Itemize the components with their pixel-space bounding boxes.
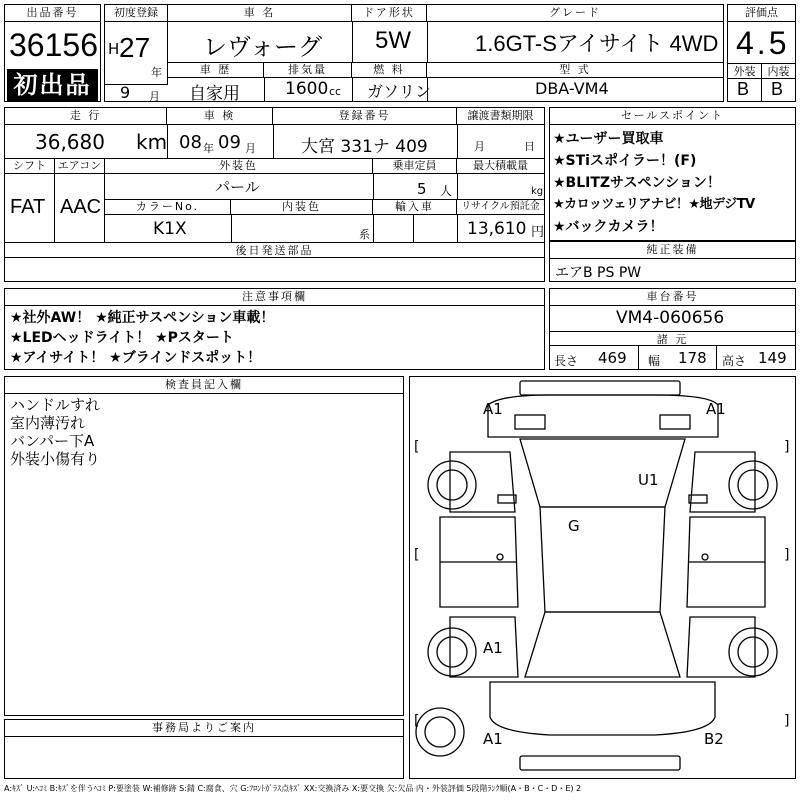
caution-list xyxy=(10,308,274,368)
inspection-label: 車 検 xyxy=(167,108,273,125)
wheel-front-right xyxy=(729,461,777,509)
rating-label: 評価点 xyxy=(728,5,795,22)
mileage: 36,680 xyxy=(35,130,105,154)
handle xyxy=(702,554,708,560)
wheel-rear-right-inner xyxy=(738,637,768,667)
transfer-label: 譲渡書類期限 xyxy=(457,108,544,125)
divider xyxy=(413,215,414,242)
office-box xyxy=(4,719,404,779)
divider xyxy=(105,84,168,85)
car-diagram xyxy=(410,377,795,778)
color-no-label: カラーNo. xyxy=(105,199,231,215)
shift: FAT xyxy=(10,196,46,218)
wheel-rear-left-inner xyxy=(437,637,467,667)
header-grid xyxy=(104,4,724,102)
model: DBA-VM4 xyxy=(535,79,609,98)
divider xyxy=(264,78,265,101)
divider xyxy=(373,174,374,199)
load-label: 最大積載量 xyxy=(457,158,544,174)
later-parts-label: 後日発送部品 xyxy=(5,242,544,258)
spare-wheel-inner xyxy=(425,717,455,747)
ac-label: エアコン xyxy=(55,158,105,174)
plate: 大宮 331ナ 409 xyxy=(301,137,428,157)
caution-label: 注意事項欄 xyxy=(5,289,544,306)
divider xyxy=(352,78,353,101)
ac: AAC xyxy=(60,196,102,218)
chassis-label: 車台番号 xyxy=(550,289,795,306)
sales-point: ★カロッツェリアナビ！★地デジTV xyxy=(553,197,755,212)
bracket-left-top: [ xyxy=(414,439,420,455)
year: 27 xyxy=(119,32,151,63)
bracket-left-low: [ xyxy=(414,713,420,729)
length-label: 長さ xyxy=(554,354,579,368)
model-label: 型 式 xyxy=(427,62,723,78)
inspection-year-unit: 年 xyxy=(203,142,214,155)
hood xyxy=(488,395,718,437)
inspector-note: 外装小傷有り xyxy=(10,450,101,468)
mark-front-left: A1 xyxy=(483,400,503,418)
caution-box xyxy=(4,288,545,370)
divider xyxy=(373,215,374,242)
inspection-month: 09 xyxy=(218,132,241,153)
door-label: ドア形状 xyxy=(352,5,427,22)
sales-points xyxy=(549,107,796,241)
width: 178 xyxy=(678,349,707,367)
month-unit: 月 xyxy=(149,90,160,103)
fuel-label: 燃 料 xyxy=(352,62,427,78)
color-label: 外装色 xyxy=(105,158,373,174)
standard-equipment xyxy=(549,241,796,282)
width-label: 幅 xyxy=(648,354,661,368)
caution-line: ★LEDヘッドライト！ ★Pスタート xyxy=(10,330,234,346)
rear-window xyxy=(525,612,680,677)
recycle-unit: 円 xyxy=(531,225,545,240)
history: 自家用 xyxy=(189,84,240,104)
sales-point: ★バックカメラ！ xyxy=(553,219,664,235)
wheel-front-right-inner xyxy=(738,470,768,500)
lot-number: 36156 xyxy=(9,27,98,63)
sales-point: ★ユーザー買取車 xyxy=(553,131,664,147)
first-reg-cell xyxy=(105,22,168,84)
shift-cell xyxy=(5,174,55,242)
inspection-month-unit: 月 xyxy=(245,142,256,155)
exterior-label: 外装 xyxy=(728,63,761,79)
car-name-label: 車 名 xyxy=(168,5,352,22)
spec-label: 諸 元 xyxy=(550,331,795,346)
wheel-front-left xyxy=(428,461,476,509)
sales-point: ★BLITZサスペンション！ xyxy=(553,175,721,191)
displacement-label: 排気量 xyxy=(264,62,352,78)
car-name: レヴォーグ xyxy=(203,34,323,61)
rear-bumper xyxy=(520,756,680,770)
grade: 1.6GT-Sアイサイト 4WD xyxy=(475,31,719,56)
divider xyxy=(457,174,458,199)
length: 469 xyxy=(598,349,627,367)
standard-equipment-value: エアB PS PW xyxy=(555,265,642,281)
wheel-rear-right xyxy=(729,628,777,676)
windshield xyxy=(520,439,685,507)
spare-wheel xyxy=(416,708,464,756)
roof xyxy=(540,507,665,612)
first-reg-label: 初度登録 xyxy=(105,5,168,22)
headlight-right xyxy=(660,415,690,429)
era: H xyxy=(108,40,120,58)
front-bumper xyxy=(520,381,680,395)
chassis-number: VM4-060656 xyxy=(616,308,725,328)
standard-equipment-label: 純正装備 xyxy=(550,242,795,259)
trunk xyxy=(490,682,715,735)
sales-point: ★STiスポイラー！(F) xyxy=(553,153,697,169)
exterior-rating: B xyxy=(737,79,750,99)
mileage-unit: km xyxy=(136,130,168,154)
sales-points-label: セールスポイント xyxy=(550,108,795,125)
divider xyxy=(716,346,717,369)
headlight-left xyxy=(515,415,545,429)
import-label: 輸入車 xyxy=(373,199,457,215)
office-label: 事務局よりご案内 xyxy=(5,720,403,737)
load-unit: kg xyxy=(531,186,544,197)
inspector-note: ハンドルすれ xyxy=(10,396,101,414)
mark-roof: U1 xyxy=(638,471,659,489)
bracket-right-mid: ] xyxy=(784,547,790,563)
shift-label: シフト xyxy=(5,158,55,174)
right-rear-fender xyxy=(687,617,755,677)
rating: 4.5 xyxy=(736,25,790,61)
color: パール xyxy=(215,178,260,196)
inspector-box xyxy=(4,376,404,716)
mark-front-right: A1 xyxy=(706,400,726,418)
mark-bottom-left: A1 xyxy=(483,730,503,748)
details-grid xyxy=(4,107,545,282)
wheel-front-left-inner xyxy=(437,470,467,500)
recycle: 13,610 xyxy=(467,219,527,239)
divider xyxy=(638,346,639,369)
month: 9 xyxy=(120,83,131,102)
inspection-year: 08 xyxy=(179,132,202,153)
divider xyxy=(231,215,232,242)
inspector-notes xyxy=(10,396,100,468)
history-label: 車 歴 xyxy=(168,62,264,78)
divider xyxy=(457,125,458,158)
transfer-day: 日 xyxy=(524,140,535,153)
divider xyxy=(427,78,428,101)
interior-label: 内装 xyxy=(761,63,795,79)
int-color-unit: 系 xyxy=(359,228,370,241)
rating-box xyxy=(727,4,796,102)
inspector-note: 室内薄汚れ xyxy=(10,414,86,432)
plate-label: 登録番号 xyxy=(273,108,457,125)
mark-bottom-right: B2 xyxy=(704,730,724,748)
divider xyxy=(427,22,428,62)
height: 149 xyxy=(758,349,787,367)
door: 5W xyxy=(375,27,411,54)
inspector-label: 検査員記入欄 xyxy=(5,377,403,394)
divider xyxy=(167,125,168,158)
height-label: 高さ xyxy=(722,354,747,368)
displacement-unit: cc xyxy=(329,85,342,98)
inspector-note: バンパー下A xyxy=(10,432,95,450)
bracket-right-low: ] xyxy=(784,713,790,729)
capacity-label: 乗車定員 xyxy=(373,158,457,174)
chassis-box xyxy=(549,288,796,370)
lot-number-label: 出品番号 xyxy=(5,5,100,22)
ac-cell xyxy=(55,174,105,242)
caution-line: ★社外AW！ ★純正サスペンション車載！ xyxy=(10,310,275,326)
first-listing-badge: 初出品 xyxy=(7,69,98,101)
divider xyxy=(273,125,274,158)
damage-diagram xyxy=(409,376,796,779)
displacement: 1600 xyxy=(285,79,329,99)
caution-line: ★アイサイト！ ★ブラインドスポット！ xyxy=(10,350,262,366)
wheel-rear-left xyxy=(428,628,476,676)
mileage-label: 走 行 xyxy=(5,108,167,125)
bracket-left-mid: [ xyxy=(414,547,420,563)
capacity-unit: 人 xyxy=(440,184,453,198)
handle xyxy=(497,554,503,560)
capacity: 5 xyxy=(417,180,427,198)
legend: A:ｷｽﾞ U:ﾍｺﾐ B:ｷｽﾞを伴うﾍｺﾐ P:要塗装 W:補修跡 S:錆 C:腐食、穴 G:ﾌﾛﾝﾄｶﾞﾗｽ点ｷｽﾞ XX:交換済み X:要交換 欠:欠品 内・外装評価 5段階ﾗﾝｸ順(A・B・C・D・E) 2 xyxy=(4,784,582,793)
mark-windshield: G xyxy=(568,517,580,535)
interior-rating: B xyxy=(771,79,784,99)
bracket-right-top: ] xyxy=(784,439,790,455)
mark-rear-left: A1 xyxy=(483,639,503,657)
transfer-month: 月 xyxy=(474,140,485,153)
year-unit: 年 xyxy=(151,66,162,79)
sales-points-list xyxy=(553,128,755,238)
grade-label: グレード xyxy=(427,5,723,22)
color-no: K1X xyxy=(153,219,187,239)
recycle-label: リサイクル預託金 xyxy=(457,199,544,215)
int-color-label: 内装色 xyxy=(231,199,373,215)
fuel: ガソリン xyxy=(367,82,432,101)
divider xyxy=(761,79,762,101)
divider xyxy=(352,22,353,62)
lot-number-box xyxy=(4,4,101,102)
divider xyxy=(457,215,458,242)
